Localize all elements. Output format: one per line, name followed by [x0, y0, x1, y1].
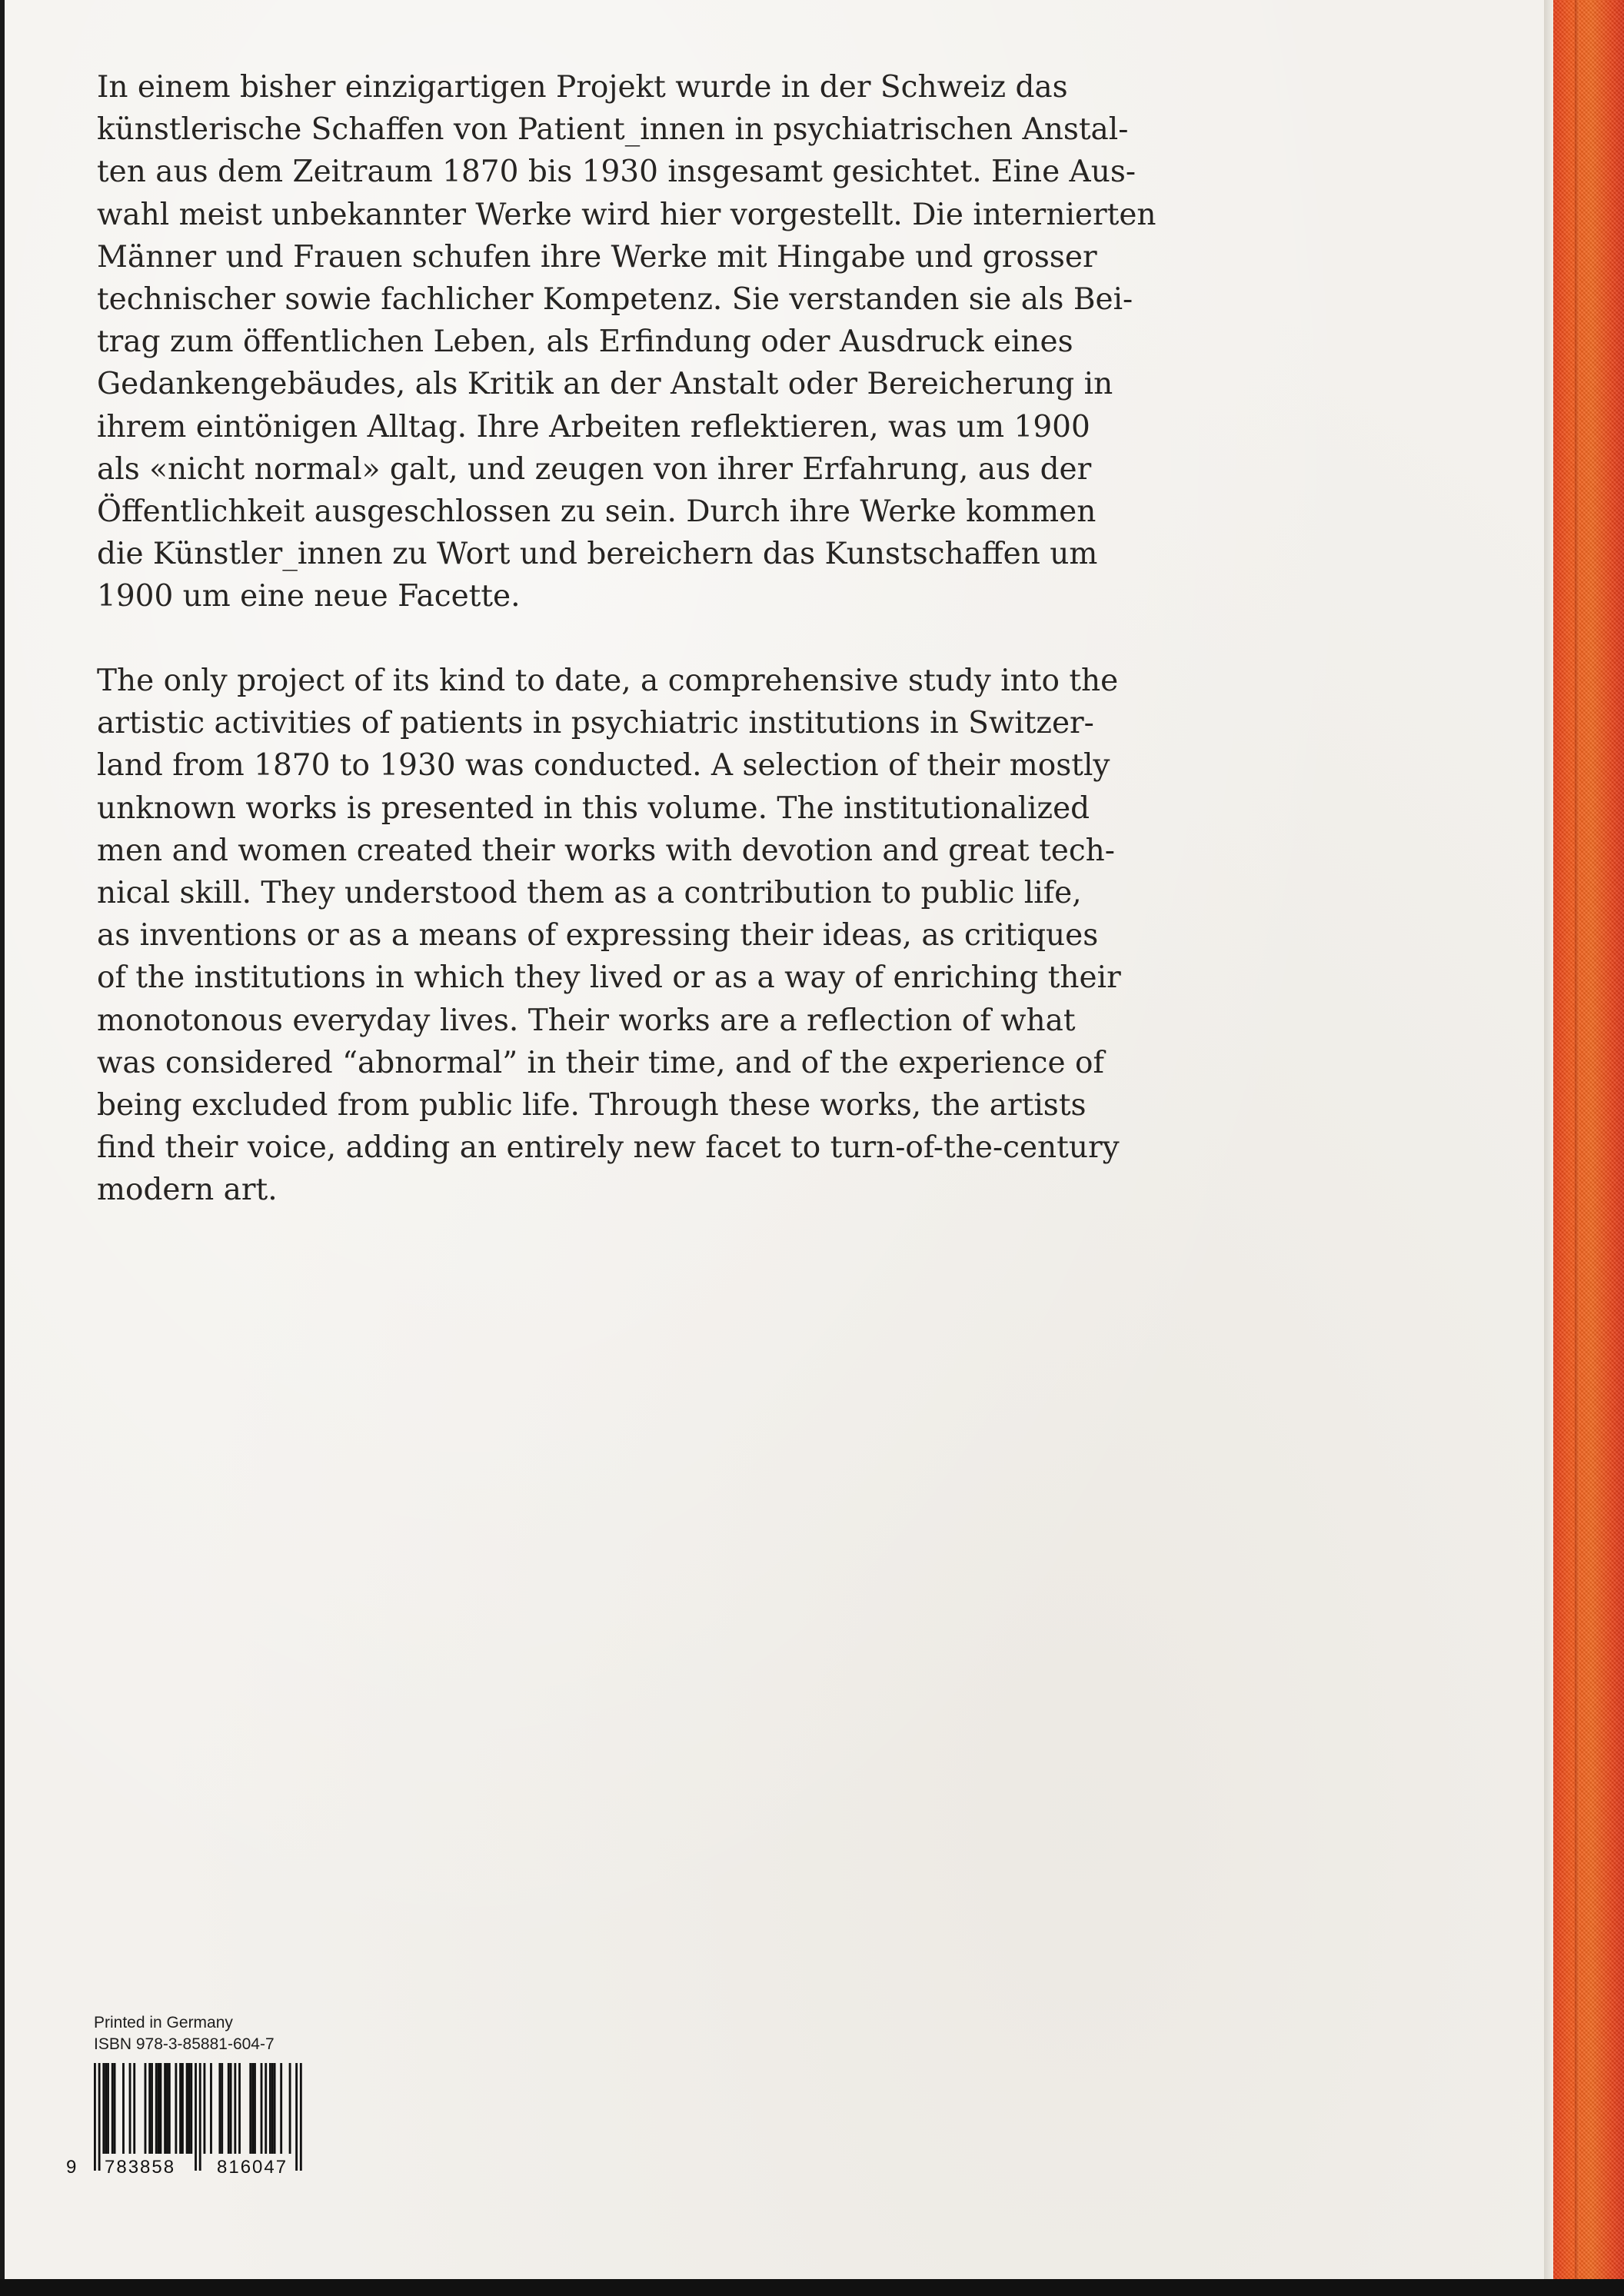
barcode-bar	[179, 2063, 181, 2154]
barcode-bar	[238, 2063, 241, 2154]
barcode-bar	[145, 2063, 147, 2154]
barcode-bar	[300, 2063, 302, 2171]
blurb-german	[97, 66, 1156, 618]
text-line: The only project of its kind to date, a comprehensive study into the	[97, 664, 1119, 698]
barcode-bar	[228, 2063, 230, 2154]
text-line: modern art.	[97, 1173, 278, 1208]
barcode-bar	[218, 2063, 221, 2154]
text-line: ihrem eintönigen Alltag. Ihre Arbeiten reflektieren, was um 1900	[97, 409, 1090, 444]
text-line: Gedankengebäudes, als Kritik an der Anstalt oder Bereicherung in	[97, 367, 1113, 402]
barcode-bar	[166, 2063, 168, 2154]
barcode-bar	[164, 2063, 166, 2154]
barcode-bar	[280, 2063, 282, 2154]
text-line: find their voice, adding an entirely new facet to turn-of-the-century	[97, 1130, 1120, 1166]
barcode-bar	[295, 2063, 298, 2171]
barcode-bar	[269, 2063, 271, 2154]
barcode-bar	[204, 2063, 206, 2154]
barcode	[66, 2063, 312, 2178]
text-line: being excluded from public life. Through these works, the artists	[97, 1088, 1087, 1123]
isbn-label: ISBN 978-3-85881-604-7	[94, 2035, 275, 2053]
text-line: künstlerische Schaffen von Patient_innen in psychiatrischen Anstal-	[97, 112, 1129, 148]
barcode-bar	[160, 2063, 162, 2154]
barcode-bar	[195, 2063, 197, 2171]
text-line: as inventions or as a means of expressing their ideas, as critiques	[97, 918, 1099, 953]
text-line: men and women created their works with devotion and great tech-	[97, 833, 1115, 868]
text-line: als «nicht normal» galt, und zeugen von ihrer Erfahrung, aus der	[97, 451, 1092, 487]
bottom-edge	[0, 2279, 1624, 2296]
barcode-bar	[158, 2063, 160, 2154]
cover-edge	[1544, 0, 1553, 2279]
barcode-bar	[251, 2063, 254, 2154]
barcode-bar	[94, 2063, 96, 2171]
barcode-bar	[221, 2063, 223, 2154]
text-line: Öffentlichkeit ausgeschlossen zu sein. Durch ihre Werke kommen	[97, 494, 1097, 530]
barcode-bar	[181, 2063, 184, 2154]
text-line: technischer sowie fachlicher Kompetenz. Sie verstanden sie als Bei-	[97, 282, 1133, 318]
text-line: Männer und Frauen schufen ihre Werke mit Hingabe und grosser	[97, 239, 1097, 275]
text-line: monotonous everyday lives. Their works are a reflection of what	[97, 1003, 1076, 1038]
text-line: In einem bisher einzigartigen Projekt wurde in der Schweiz das	[97, 70, 1068, 105]
barcode-bar	[122, 2063, 125, 2154]
barcode-bar	[249, 2063, 251, 2154]
barcode-bar	[129, 2063, 131, 2154]
text-line: wahl meist unbekannter Werke wird hier vorgestellt. Die internierten	[97, 197, 1156, 232]
barcode-bar	[261, 2063, 263, 2154]
barcode-bar	[188, 2063, 191, 2154]
text-line: artistic activities of patients in psychiatric institutions in Switzer-	[97, 706, 1094, 741]
blurb-english	[97, 660, 1121, 1212]
barcode-bar	[234, 2063, 236, 2154]
barcode-bar	[168, 2063, 171, 2154]
barcode-bar	[271, 2063, 274, 2154]
text-line: ten aus dem Zeitraum 1870 bis 1930 insgesamt gesichtet. Eine Aus-	[97, 155, 1136, 190]
text-line: nical skill. They understood them as a contribution to public life,	[97, 876, 1082, 911]
barcode-bar	[155, 2063, 158, 2154]
text-line: land from 1870 to 1930 was conducted. A selection of their mostly	[97, 748, 1110, 784]
barcode-bar	[265, 2063, 267, 2154]
book-spine	[1553, 0, 1624, 2279]
barcode-bar	[210, 2063, 212, 2154]
barcode-bar	[111, 2063, 114, 2154]
barcode-bar	[133, 2063, 135, 2154]
barcode-bar	[190, 2063, 192, 2154]
barcode-bar	[107, 2063, 109, 2154]
barcode-bar	[102, 2063, 105, 2154]
barcode-bar	[230, 2063, 232, 2154]
text-line: trag zum öffentlichen Leben, als Erfindung oder Ausdruck eines	[97, 324, 1073, 360]
barcode-bar	[274, 2063, 276, 2154]
text-line: was considered “abnormal” in their time, and of the experience of	[97, 1045, 1104, 1080]
barcode-first-digit: 9	[66, 2157, 77, 2178]
barcode-bar	[151, 2063, 153, 2154]
text-line: unknown works is presented in this volume. The institutionalized	[97, 790, 1090, 826]
barcode-bar	[289, 2063, 291, 2154]
text-line: of the institutions in which they lived or as a way of enriching their	[97, 960, 1121, 996]
text-line: die Künstler_innen zu Wort und bereichern das Kunstschaffen um	[97, 537, 1098, 572]
barcode-right-digits: 816047	[217, 2157, 288, 2178]
barcode-bar	[114, 2063, 116, 2154]
barcode-bar	[186, 2063, 188, 2154]
barcode-left-digits: 783858	[105, 2157, 176, 2178]
spine-fold	[1575, 0, 1579, 2279]
printed-in-label: Printed in Germany	[94, 2014, 233, 2031]
barcode-bar	[148, 2063, 151, 2154]
barcode-bar	[98, 2063, 101, 2171]
barcode-bar	[105, 2063, 107, 2154]
barcode-bar	[175, 2063, 177, 2154]
barcode-bar	[254, 2063, 256, 2154]
barcode-bar	[199, 2063, 201, 2171]
text-line: 1900 um eine neue Facette.	[97, 579, 521, 614]
